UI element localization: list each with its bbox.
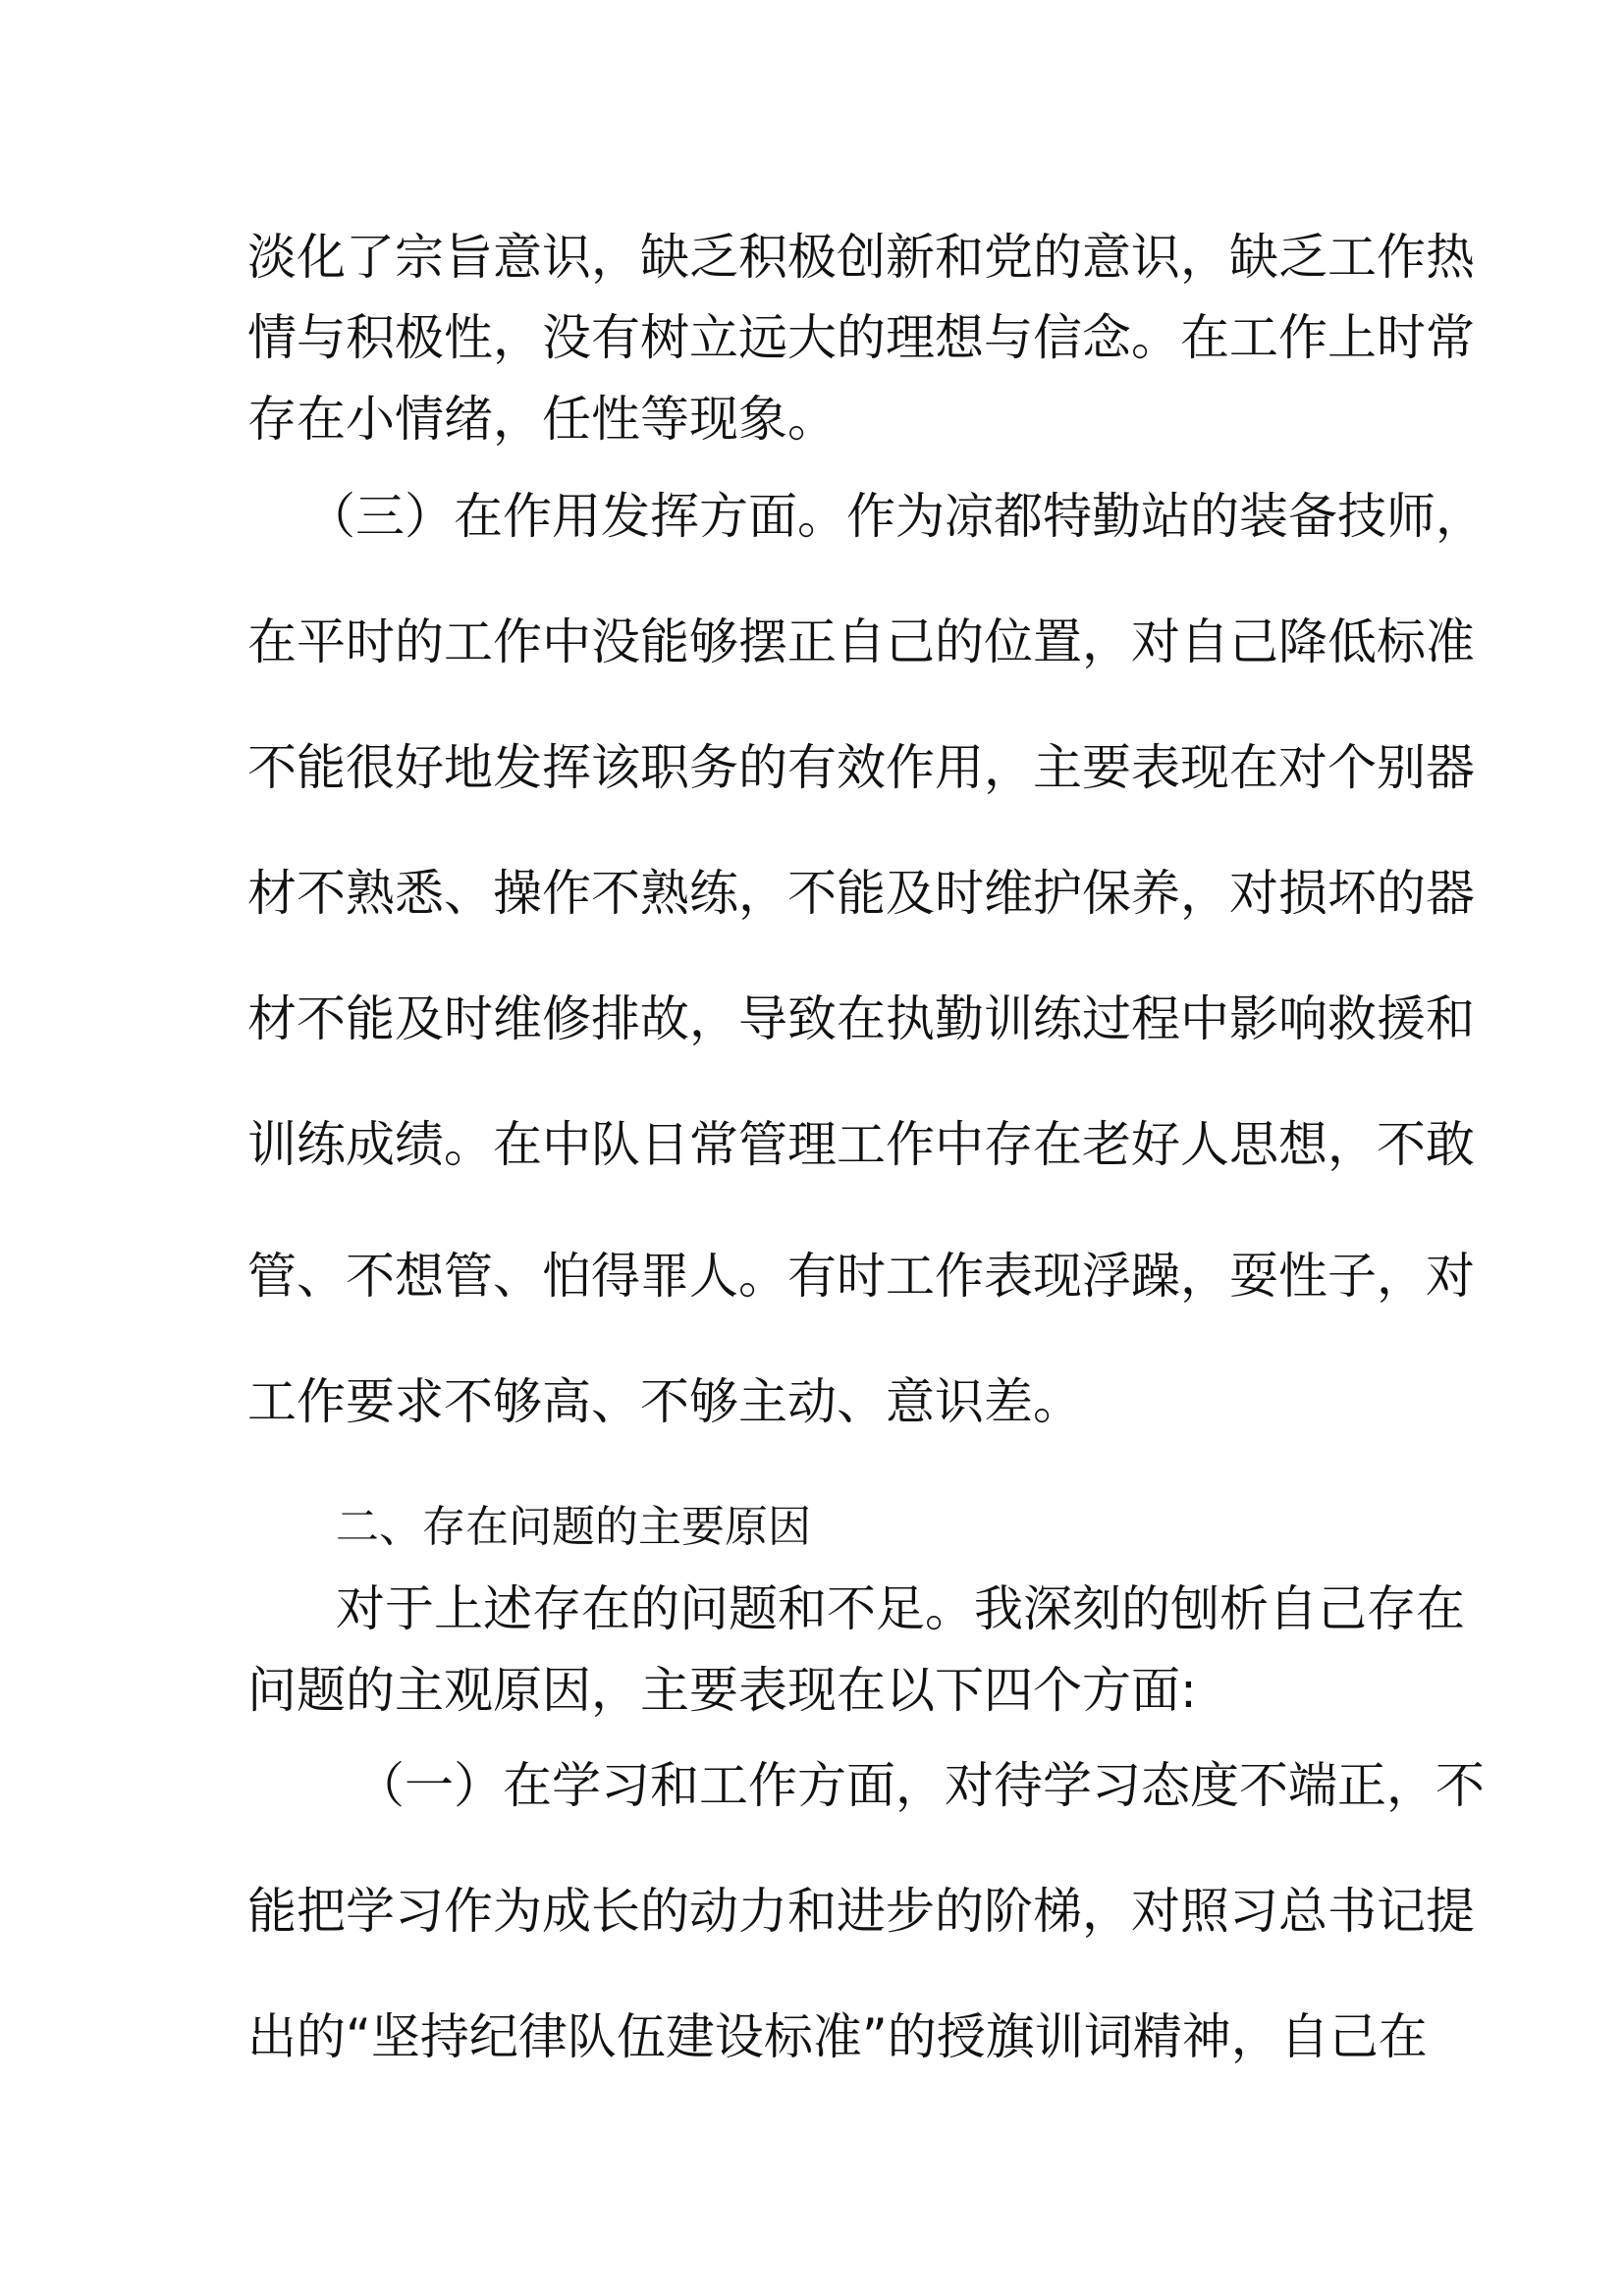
paragraph-line: 对于上述存在的问题和不足。我深刻的刨析自己存在: [336, 1580, 1465, 1637]
paragraph-line: 情与积极性，没有树立远大的理想与信念。在工作上时常: [247, 309, 1475, 366]
paragraph-line: （三）在作用发挥方面。作为凉都特勤站的装备技师，: [306, 488, 1485, 545]
paragraph-line: 出的“坚持纪律队伍建设标准”的授旗训词精神，自己在: [247, 2008, 1428, 2065]
paragraph-line: 能把学习作为成长的动力和进步的阶梯，对照习总书记提: [247, 1883, 1475, 1940]
paragraph-line: 材不能及时维修排故，导致在执勤训练过程中影响救援和: [247, 990, 1475, 1047]
paragraph-line: 在平时的工作中没能够摆正自己的位置，对自己降低标准: [247, 614, 1475, 670]
paragraph-line: 管、不想管、怕得罪人。有时工作表现浮躁，耍性子，对: [247, 1248, 1475, 1305]
paragraph-line: （一）在学习和工作方面，对待学习态度不端正，不: [355, 1757, 1485, 1814]
paragraph-line: 存在小情绪，任性等现象。: [247, 391, 837, 448]
paragraph-line: 材不熟悉、操作不熟练，不能及时维护保养，对损坏的器: [247, 865, 1475, 922]
paragraph-line: 淡化了宗旨意识，缺乏积极创新和党的意识，缺乏工作热: [247, 229, 1475, 286]
paragraph-line: 不能很好地发挥该职务的有效作用，主要表现在对个别器: [247, 739, 1475, 796]
section-heading: 二、存在问题的主要原因: [336, 1502, 811, 1552]
paragraph-line: 训练成绩。在中队日常管理工作中存在老好人思想，不敢: [247, 1116, 1475, 1173]
paragraph-line: 问题的主观原因，主要表现在以下四个方面:: [247, 1662, 1197, 1719]
paragraph-line: 工作要求不够高、不够主动、意识差。: [247, 1373, 1082, 1430]
